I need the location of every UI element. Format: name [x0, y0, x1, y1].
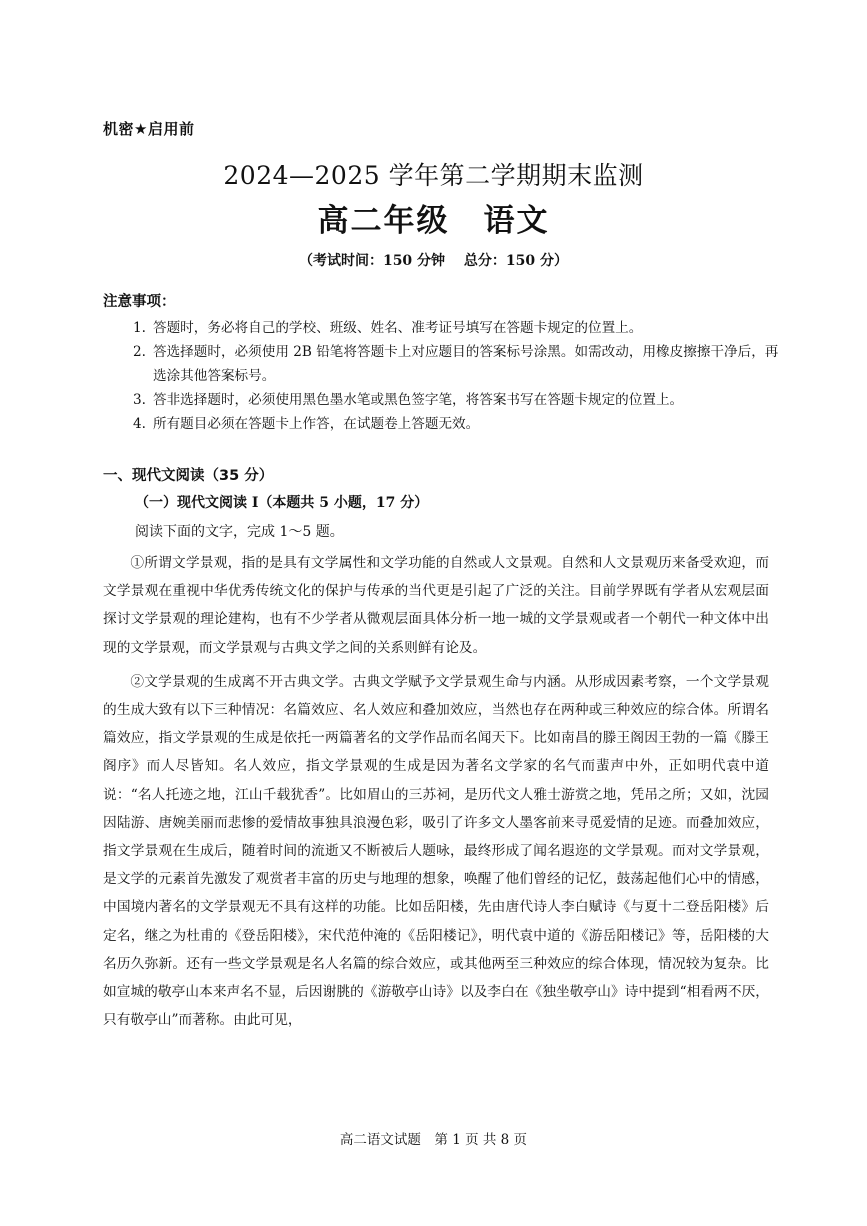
exam-subtitle [0, 195, 867, 240]
subsection-heading: （一）现代文阅读 I（本题共 5 小题，17 分） [135, 495, 429, 511]
confidential-label: 机密★启用前 [103, 120, 195, 138]
note-number: 3. [133, 392, 146, 408]
reading-passage [103, 549, 769, 1040]
note-text: 所有题目必须在答题卡上作答，在试题卷上答题无效。 [153, 416, 480, 432]
note-number: 1. [133, 320, 146, 336]
note-text: 答选择题时，必须使用 2B 铅笔将答题卡上对应题目的答案标号涂黑。如需改动，用橡皮擦擦干净后，再选涂其他答案标号。 [153, 344, 779, 384]
note-item [133, 388, 783, 412]
reading-instruction: 阅读下面的文字，完成 1～5 题。 [135, 524, 344, 540]
notes-heading: 注意事项： [103, 294, 176, 310]
note-item [133, 340, 783, 388]
subject-label: 语文 [483, 203, 550, 239]
note-item [133, 412, 783, 436]
note-item [133, 316, 783, 340]
exam-title: 2024—2025 学年第二学期期末监测 [223, 161, 644, 190]
exam-time-score: （考试时间：150 分钟 总分：150 分） [298, 253, 569, 269]
passage-paragraph: ①所谓文学景观，指的是具有文学属性和文学功能的自然或人文景观。自然和人文景观历来备受欢迎，而文学景观在重视中华优秀传统文化的保护与传承的当代更是引起了广泛的关注。目前学界既有学者从宏观层面探讨文学景观的理论建构，也有不少学者从微观层面具体分析一地一城的文学景观或者一个朝代一种文体中出现的文学景观，而文学景观与古典文学之间的关系则鲜有论及。 [103, 555, 769, 656]
note-text: 答非选择题时，必须使用黑色墨水笔或黑色签字笔，将答案书写在答题卡规定的位置上。 [153, 392, 684, 408]
page-footer: 高二语文试题 第 1 页 共 8 页 [339, 1132, 528, 1148]
grade-label: 高二年级 [317, 203, 450, 239]
section-heading: 一、现代文阅读（35 分） [103, 468, 274, 484]
note-number: 2. [133, 344, 146, 360]
note-number: 4. [133, 416, 146, 432]
passage-paragraph: ②文学景观的生成离不开古典文学。古典文学赋予文学景观生命与内涵。从形成因素考察，一个文学景观的生成大致有以下三种情况：名篇效应、名人效应和叠加效应，当然也存在两种或三种效应的综合体。所谓名篇效应，指文学景观的生成是依托一两篇著名的文学作品而名闻天下。比如南昌的滕王阁因王勃的一篇《滕王阁序》而人尽皆知。名人效应，指文学景观的生成是因为著名文学家的名气而蜚声中外，正如明代袁中道说：“名人托迹之地，江山千载犹香”。比如眉山的三苏祠，是历代文人雅士游赏之地，凭吊之所；又如，沈园因陆游、唐婉美丽而悲惨的爱情故事独具浪漫色彩，吸引了许多文人墨客前来寻觅爱情的足迹。而叠加效应，指文学景观在生成后，随着时间的流逝又不断被后人题咏，最终形成了闻名遐迩的文学景观。而对文学景观，是文学的元素首先激发了观赏者丰富的历史与地理的想象，唤醒了他们曾经的记忆，鼓荡起他们心中的情感，中国境内著名的文学景观无不具有这样的功能。比如岳阳楼，先由唐代诗人李白赋诗《与夏十二登岳阳楼》后定名，继之为杜甫的《登岳阳楼》，宋代范仲淹的《岳阳楼记》，明代袁中道的《游岳阳楼记》等，岳阳楼的大名历久弥新。还有一些文学景观是名人名篇的综合效应，或其他两至三种效应的综合体现，情况较为复杂。比如宣城的敬亭山本来声名不显，后因谢朓的《游敬亭山诗》以及李白在《独坐敬亭山》诗中提到“相看两不厌，只有敬亭山”而著称。由此可见， [103, 673, 769, 1029]
notes-list [133, 316, 783, 436]
note-text: 答题时，务必将自己的学校、班级、姓名、准考证号填写在答题卡规定的位置上。 [153, 320, 643, 336]
